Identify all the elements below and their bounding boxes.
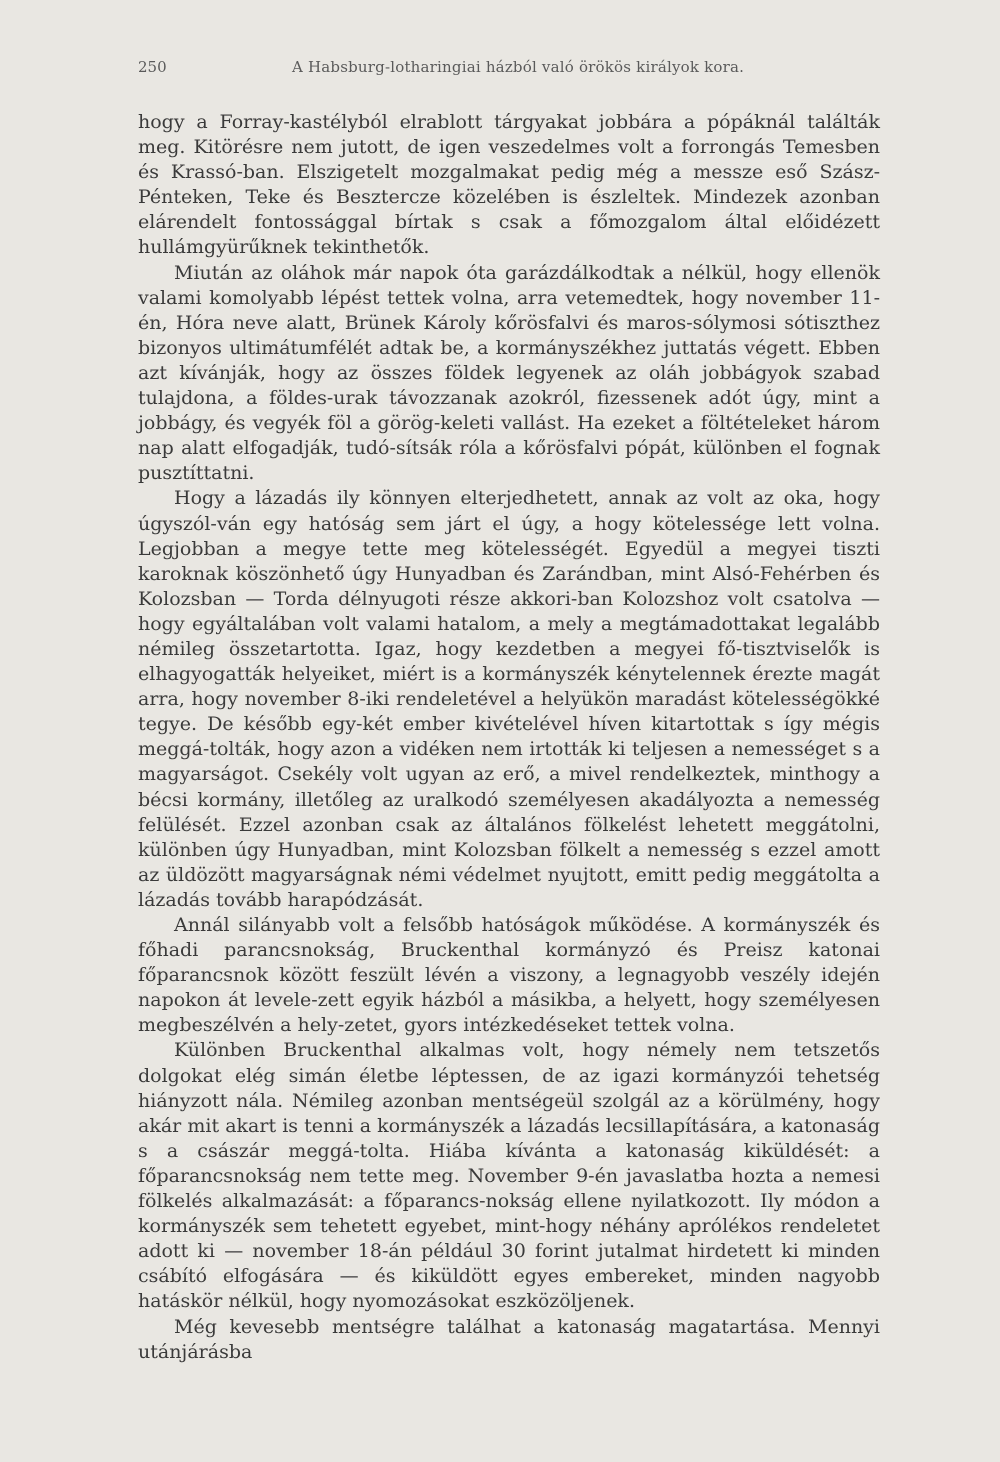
paragraph-6: Még kevesebb mentségre találhat a katonaság magatartása. Mennyi utánjárásba (138, 1315, 880, 1363)
page-header (138, 58, 880, 92)
body-text (138, 110, 880, 1365)
running-head: A Habsburg-lotharingiai házból való örökös királyok kora. (292, 58, 745, 76)
paragraph-2: Miután az oláhok már napok óta garázdálkodtak a nélkül, hogy ellenök valami komolyabb lépést tettek volna, arra vetemedtek, hogy november 11-én, Hóra neve alatt, Brünek Károly kőrösfalvi és maros-sólymosi sótiszthez bizonyos ultimátumfélét adtak be, a kormányszékhez juttatás végett. Ebben azt kívánják, hogy az összes földek legyenek az oláh jobbágyok szabad tulajdona, a földes-urak távozzanak azokról, fizessenek adót úgy, mint a jobbágy, és vegyék föl a görög-keleti vallást. Ha ezeket a föltételeket három nap alatt elfogadják, tudó-sítsák róla a kőrösfalvi pópát, különben el fognak pusztíttatni. (138, 261, 880, 485)
paragraph-1: hogy a Forray-kastélyból elrablott tárgyakat jobbára a pópáknál találták meg. Kitörésre nem jutott, de igen veszedelmes volt a forrongás Temesben és Krassó-ban. Elszigetelt mozgalmakat pedig még a messze eső Szász-Pénteken, Teke és Besztercze közelében is észleltek. Mindezek azonban elárendelt fontossággal bírtak s csak a főmozgalom által előidézett hullámgyürűknek tekinthetők. (138, 111, 880, 259)
paragraph-4: Annál silányabb volt a felsőbb hatóságok működése. A kormányszék és főhadi parancsnokság, Bruckenthal kormányzó és Preisz katonai főparancsnok között feszült lévén a viszony, a legnagyobb veszély idején napokon át levele-zett egyik házból a másikba, a helyett, hogy személyesen megbeszélvén a hely-zetet, gyors intézkedéseket tettek volna. (138, 914, 880, 1037)
paragraph-5: Különben Bruckenthal alkalmas volt, hogy némely nem tetszetős dolgokat elég simán életbe léptessen, de az igazi kormányzói tehetség hiányzott nála. Némileg azonban mentségeül szolgál az a körülmény, hogy akár mit akart is tenni a kormányszék a lázadás lecsillapítására, a katonaság s a császár meggá-tolta. Hiába kívánta a katonaság kiküldését: a főparancsnokság nem tette meg. November 9-én javaslatba hozta a nemesi fölkelés alkalmazását: a főparancs-nokság ellene nyilatkozott. Ily módon a kormányszék sem tehetett egyebet, mint-hogy néhány aprólékos rendeletet adott ki — november 18-án például 30 forint jutalmat hirdetett ki minden csábító elfogására — és kiküldött egyes embereket, minden nagyobb hatáskör nélkül, hogy nyomozásokat eszközöljenek. (138, 1039, 880, 1313)
paragraph-3: Hogy a lázadás ily könnyen elterjedhetett, annak az volt az oka, hogy úgyszól-ván egy hatóság sem járt el úgy, a hogy kötelessége lett volna. Legjobban a megye tette meg kötelességét. Egyedül a megyei tiszti karoknak köszönhető úgy Hunyadban és Zarándban, mint Alsó-Fehérben és Kolozsban — Torda délnyugoti része akkori-ban Kolozshoz volt csatolva — hogy egyáltalában volt valami hatalom, a mely a megtámadottakat legalább némileg összetartotta. Igaz, hogy kezdetben a megyei fő-tisztviselők is elhagyogatták helyeiket, miért is a kormányszék kénytelennek érezte magát arra, hogy november 8-iki rendeletével a helyükön maradást kötelességökké tegye. De később egy-két ember kivételével híven kitartottak s így mégis meggá-tolták, hogy azon a vidéken nem irtották ki teljesen a nemességet s a magyarságot. Csekély volt ugyan az erő, a mivel rendelkeztek, minthogy a bécsi kormány, illetőleg az uralkodó személyesen akadályozta a nemesség felülését. Ezzel azonban csak az általános fölkelést lehetett meggátolni, különben úgy Hunyadban, mint Kolozsban fölkelt a nemesség s ezzel amott az üldözött magyarságnak némi védelmet nyujtott, emitt pedig meggátolta a lázadás tovább harapódzását. (138, 487, 880, 911)
page-number: 250 (138, 58, 167, 76)
